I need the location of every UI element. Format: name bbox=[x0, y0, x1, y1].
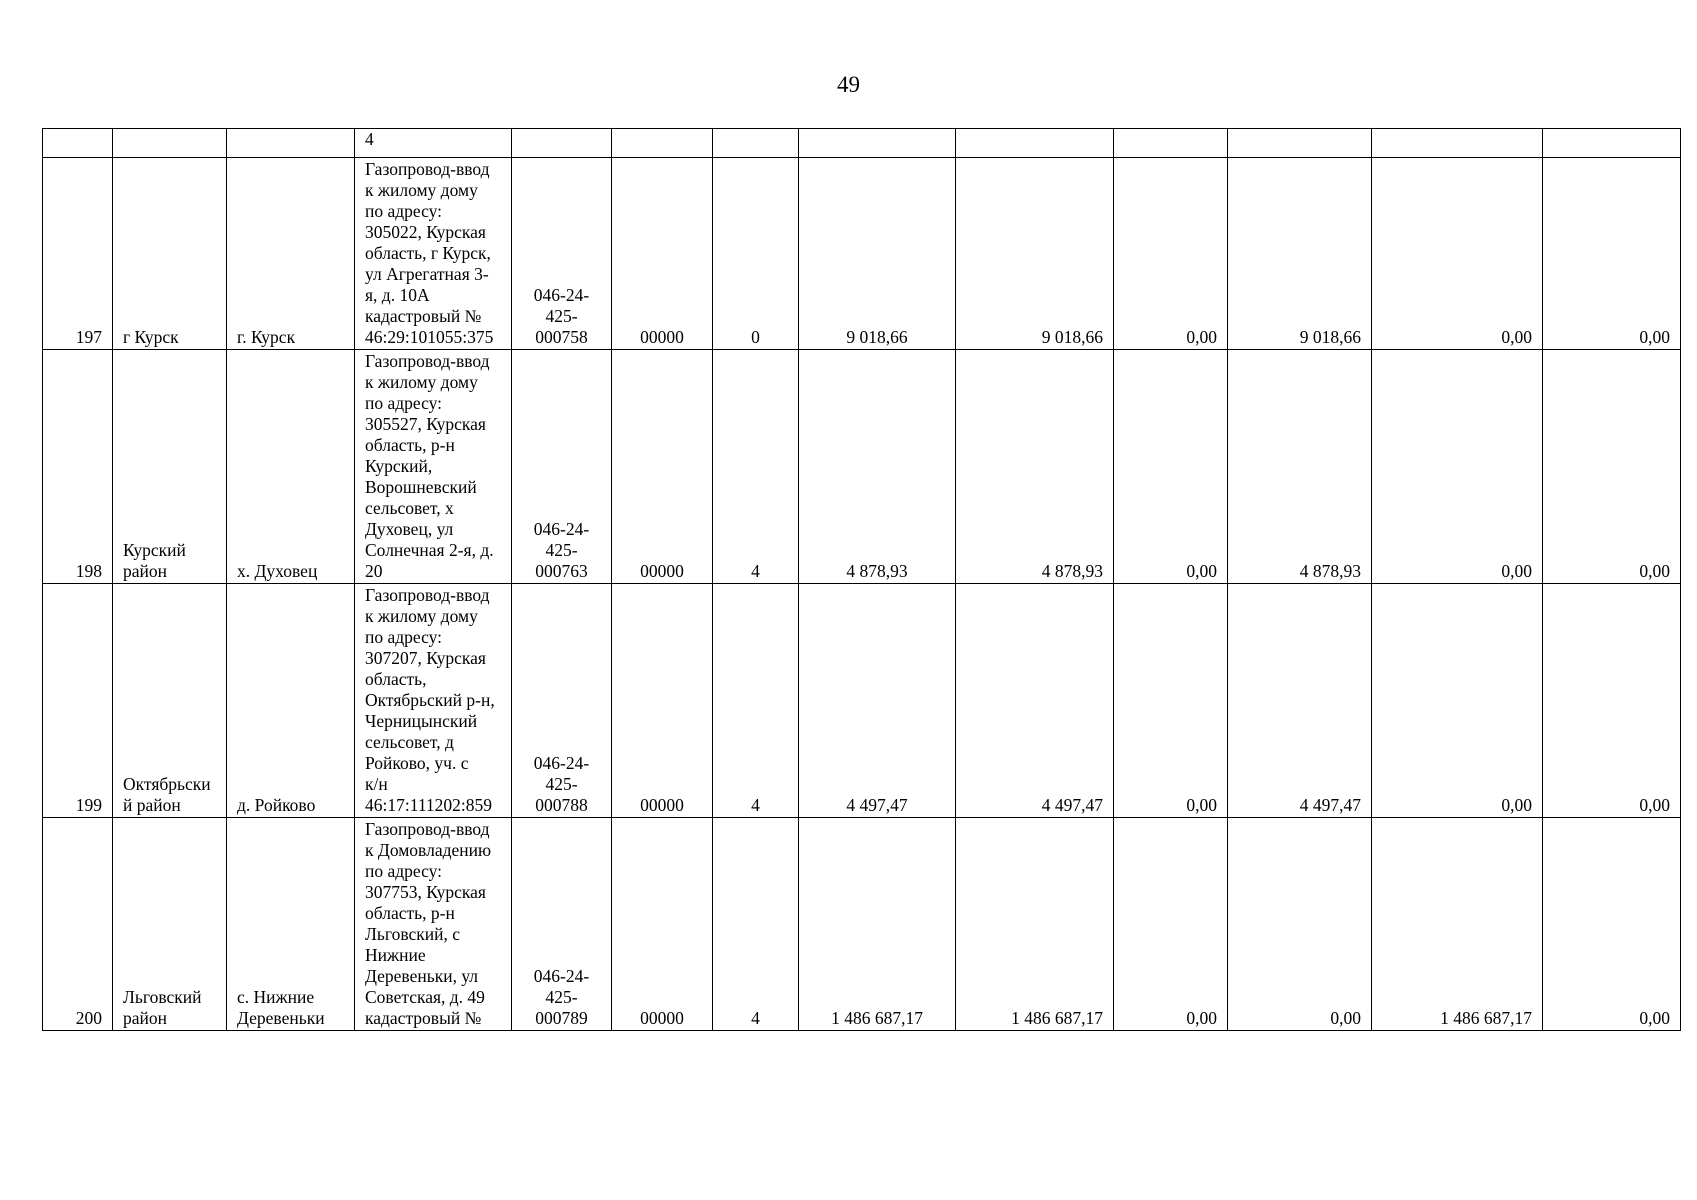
cell-locality: г. Курск bbox=[227, 158, 355, 350]
cell-amount-4: 0,00 bbox=[1543, 350, 1681, 584]
cell-amount-1: 0,00 bbox=[1114, 818, 1228, 1031]
cell-district: г Курск bbox=[113, 158, 227, 350]
cell-district: Курский район bbox=[113, 350, 227, 584]
cell-amount-3: 0,00 bbox=[1372, 350, 1543, 584]
cell-total: 4 497,47 bbox=[799, 584, 956, 818]
cell-total-2: 1 486 687,17 bbox=[956, 818, 1114, 1031]
cell-subcode: 00000 bbox=[612, 584, 713, 818]
cell-amount-4: 0,00 bbox=[1543, 158, 1681, 350]
cell-empty bbox=[1372, 129, 1543, 158]
cell-total: 9 018,66 bbox=[799, 158, 956, 350]
cell-number: 197 bbox=[43, 158, 113, 350]
cell-description: Газопровод-ввод к жилому дому по адресу: 305022, Курская область, г Курск, ул Агрегатная 3- я, д. 10А кадастровый № 46:29:101055:375 bbox=[355, 158, 512, 350]
cell-description-tail: 4 bbox=[355, 129, 512, 158]
cell-locality: с. Нижние Деревеньки bbox=[227, 818, 355, 1031]
cell-amount-4: 0,00 bbox=[1543, 584, 1681, 818]
cell-empty bbox=[1114, 129, 1228, 158]
cell-category: 4 bbox=[713, 584, 799, 818]
cell-empty bbox=[713, 129, 799, 158]
cell-empty bbox=[512, 129, 612, 158]
cell-amount-3: 0,00 bbox=[1372, 158, 1543, 350]
cell-category: 4 bbox=[713, 350, 799, 584]
cell-subcode: 00000 bbox=[612, 350, 713, 584]
cell-code: 046-24- 425- 000789 bbox=[512, 818, 612, 1031]
cell-code: 046-24- 425- 000758 bbox=[512, 158, 612, 350]
cell-locality: д. Ройково bbox=[227, 584, 355, 818]
cell-code: 046-24- 425- 000788 bbox=[512, 584, 612, 818]
cell-total: 1 486 687,17 bbox=[799, 818, 956, 1031]
cell-amount-1: 0,00 bbox=[1114, 350, 1228, 584]
register-table bbox=[42, 128, 1681, 1031]
cell-total: 4 878,93 bbox=[799, 350, 956, 584]
cell-subcode: 00000 bbox=[612, 818, 713, 1031]
cell-number: 198 bbox=[43, 350, 113, 584]
table-row bbox=[43, 818, 1681, 1031]
cell-amount-3: 0,00 bbox=[1372, 584, 1543, 818]
cell-amount-2: 9 018,66 bbox=[1228, 158, 1372, 350]
cell-district: Льговский район bbox=[113, 818, 227, 1031]
cell-category: 4 bbox=[713, 818, 799, 1031]
table-row bbox=[43, 350, 1681, 584]
cell-amount-1: 0,00 bbox=[1114, 584, 1228, 818]
cell-code: 046-24- 425- 000763 bbox=[512, 350, 612, 584]
cell-empty bbox=[43, 129, 113, 158]
cell-district: Октябрьски й район bbox=[113, 584, 227, 818]
cell-category: 0 bbox=[713, 158, 799, 350]
cell-amount-3: 1 486 687,17 bbox=[1372, 818, 1543, 1031]
cell-total-2: 4 497,47 bbox=[956, 584, 1114, 818]
cell-number: 199 bbox=[43, 584, 113, 818]
cell-amount-2: 0,00 bbox=[1228, 818, 1372, 1031]
cell-locality: х. Духовец bbox=[227, 350, 355, 584]
cell-amount-4: 0,00 bbox=[1543, 818, 1681, 1031]
cell-total-2: 9 018,66 bbox=[956, 158, 1114, 350]
cell-empty bbox=[227, 129, 355, 158]
cell-total-2: 4 878,93 bbox=[956, 350, 1114, 584]
cell-amount-2: 4 497,47 bbox=[1228, 584, 1372, 818]
cell-subcode: 00000 bbox=[612, 158, 713, 350]
cell-description: Газопровод-ввод к Домовладению по адресу: 307753, Курская область, р-н Льговский, с Нижние Деревеньки, ул Советская, д. 49 кадастровый № bbox=[355, 818, 512, 1031]
cell-empty bbox=[113, 129, 227, 158]
cell-description: Газопровод-ввод к жилому дому по адресу: 305527, Курская область, р-н Курский, Ворошневский сельсовет, х Духовец, ул Солнечная 2-я, д. 20 bbox=[355, 350, 512, 584]
cell-empty bbox=[956, 129, 1114, 158]
cell-amount-2: 4 878,93 bbox=[1228, 350, 1372, 584]
page-number: 49 bbox=[837, 72, 860, 97]
cell-amount-1: 0,00 bbox=[1114, 158, 1228, 350]
cell-empty bbox=[612, 129, 713, 158]
continuation-row bbox=[43, 129, 1681, 158]
cell-description: Газопровод-ввод к жилому дому по адресу: 307207, Курская область, Октябрьский р-н, Черницынский сельсовет, д Ройково, уч. с к/н 46:17:111202:859 bbox=[355, 584, 512, 818]
cell-empty bbox=[1228, 129, 1372, 158]
table-row bbox=[43, 584, 1681, 818]
cell-empty bbox=[1543, 129, 1681, 158]
cell-number: 200 bbox=[43, 818, 113, 1031]
table-row bbox=[43, 158, 1681, 350]
cell-empty bbox=[799, 129, 956, 158]
